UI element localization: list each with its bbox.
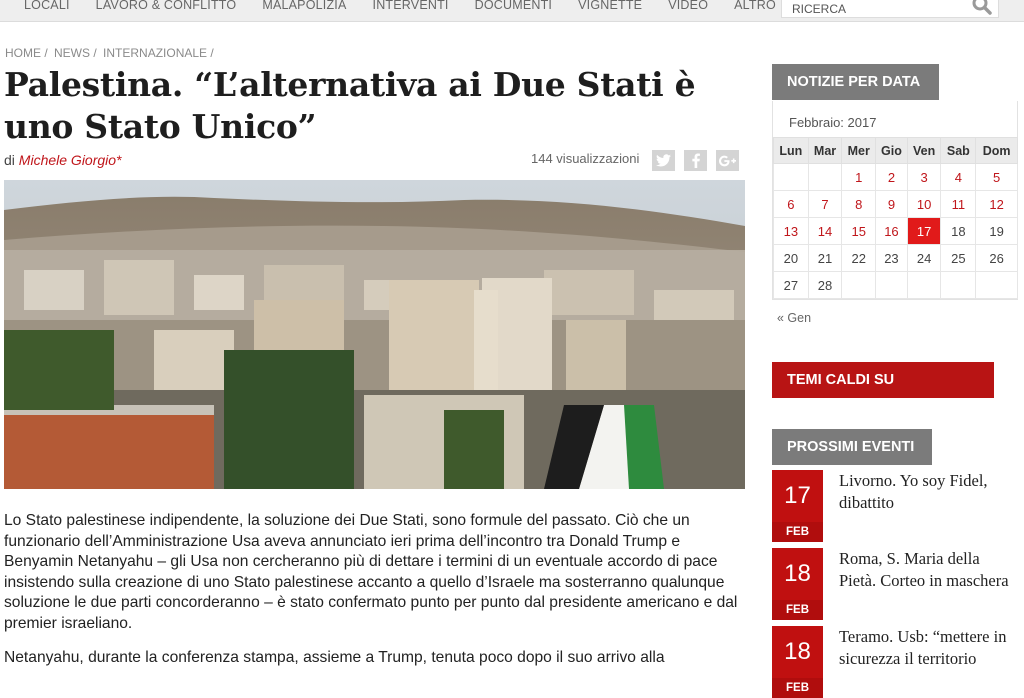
calendar-day-link[interactable]: 15	[842, 218, 876, 245]
sidebar-header-prossimi-eventi: PROSSIMI EVENTI	[772, 429, 932, 465]
calendar-day-today[interactable]: 17	[907, 218, 941, 245]
nav-item-lavoro-conflitto[interactable]: LAVORO & CONFLITTO	[95, 0, 237, 12]
calendar-empty-cell	[876, 272, 908, 299]
calendar-widget	[772, 101, 1018, 300]
event-day: 17	[784, 482, 811, 509]
googleplus-share-button[interactable]	[716, 150, 739, 171]
view-count: 144 visualizzazioni	[531, 151, 640, 166]
article-photo	[4, 180, 745, 489]
event-month: FEB	[772, 678, 823, 698]
event-date-badge	[772, 626, 823, 698]
article-body	[4, 511, 745, 683]
event-title-link[interactable]: Roma, S. Maria della Pietà. Corteo in maschera	[839, 549, 1009, 590]
calendar-days	[774, 164, 1018, 299]
calendar-day: 21	[808, 245, 842, 272]
calendar-empty-cell	[907, 272, 941, 299]
byline-prefix: di	[4, 152, 15, 168]
calendar-day-link[interactable]: 2	[876, 164, 908, 191]
event-month: FEB	[772, 522, 823, 542]
calendar-week-row	[774, 218, 1018, 245]
calendar-weekday: Mer	[842, 138, 876, 164]
calendar-empty-cell	[774, 164, 809, 191]
calendar-weekday: Ven	[907, 138, 941, 164]
nav-item-video[interactable]: VIDEO	[668, 0, 709, 12]
calendar-day-link[interactable]: 7	[808, 191, 842, 218]
sidebar-header-notizie-per-data: NOTIZIE PER DATA	[772, 64, 939, 100]
breadcrumb	[5, 46, 217, 60]
author-link[interactable]: Michele Giorgio*	[18, 152, 122, 168]
top-navigation	[0, 0, 1024, 22]
calendar-day-link[interactable]: 16	[876, 218, 908, 245]
byline	[4, 152, 122, 168]
calendar-day: 24	[907, 245, 941, 272]
twitter-icon	[656, 154, 671, 167]
calendar-week-row	[774, 191, 1018, 218]
search-icon[interactable]	[972, 0, 992, 15]
search-box	[781, 0, 999, 18]
nav-menu	[0, 0, 789, 22]
calendar-day-link[interactable]: 6	[774, 191, 809, 218]
calendar-caption: Febbraio: 2017	[789, 115, 877, 130]
calendar-day-link[interactable]: 13	[774, 218, 809, 245]
googleplus-icon	[719, 154, 736, 168]
calendar-weekday: Gio	[876, 138, 908, 164]
event-title-link[interactable]: Teramo. Usb: “mettere in sicurezza il territorio	[839, 627, 1007, 668]
calendar-day: 18	[941, 218, 976, 245]
calendar-day-link[interactable]: 3	[907, 164, 941, 191]
event-month: FEB	[772, 600, 823, 620]
event-title-link[interactable]: Livorno. Yo soy Fidel, dibattito	[839, 471, 988, 512]
calendar-weekday: Mar	[808, 138, 842, 164]
calendar-day: 28	[808, 272, 842, 299]
calendar-weekday: Dom	[976, 138, 1018, 164]
facebook-icon	[691, 153, 701, 168]
calendar-empty-cell	[842, 272, 876, 299]
calendar-day-link[interactable]: 9	[876, 191, 908, 218]
calendar-day: 26	[976, 245, 1018, 272]
nav-item-malapolizia[interactable]: MALAPOLIZIA	[262, 0, 347, 12]
calendar-day-link[interactable]: 5	[976, 164, 1018, 191]
calendar-week-row	[774, 164, 1018, 191]
calendar-day-link[interactable]: 4	[941, 164, 976, 191]
calendar-day-link[interactable]: 8	[842, 191, 876, 218]
calendar-empty-cell	[976, 272, 1018, 299]
calendar-day: 25	[941, 245, 976, 272]
twitter-share-button[interactable]	[652, 150, 675, 171]
calendar-empty-cell	[941, 272, 976, 299]
article-paragraph: Netanyahu, durante la conferenza stampa, assieme a Trump, tenuta poco dopo il suo arrivo alla	[4, 649, 665, 666]
nav-item-altro[interactable]: ALTRO	[734, 0, 776, 12]
calendar-weekday-row	[774, 138, 1018, 164]
event-day: 18	[784, 638, 811, 665]
calendar-day: 27	[774, 272, 809, 299]
calendar-week-row	[774, 272, 1018, 299]
calendar-day-link[interactable]: 12	[976, 191, 1018, 218]
nav-item-interventi[interactable]: INTERVENTI	[372, 0, 449, 12]
calendar-table	[773, 137, 1018, 299]
calendar-day: 22	[842, 245, 876, 272]
calendar-day-link[interactable]: 1	[842, 164, 876, 191]
calendar-weekday: Sab	[941, 138, 976, 164]
calendar-day-link[interactable]: 10	[907, 191, 941, 218]
calendar-day-link[interactable]: 14	[808, 218, 842, 245]
nav-item-vignette[interactable]: VIGNETTE	[578, 0, 643, 12]
sidebar-header-temi-caldi-facebook[interactable]: TEMI CALDI SU FACEBOOK	[772, 362, 994, 398]
event-date-badge	[772, 470, 823, 542]
breadcrumb-home[interactable]: HOME /	[5, 46, 48, 60]
calendar-empty-cell	[808, 164, 842, 191]
article-paragraph: Lo Stato palestinese indipendente, la soluzione dei Due Stati, sono formule del passato. Ciò che un funzionario dell’Amministrazione Usa aveva annunciato ieri prima dell’incontro tra Donald Trump e Benyamin Netanyahu – gli Usa non cercheranno più di dettare i termini di un eventuale accordo di pace insistendo sulla creazione di uno Stato palestinese accanto a quello d’Israele ma sosterranno qualunque soluzione le due parti concorderanno – è stato confermato punto per punto dal presidente americano e dal premier israeliano.	[4, 512, 738, 632]
event-day: 18	[784, 560, 811, 587]
calendar-weekday: Lun	[774, 138, 809, 164]
calendar-day-link[interactable]: 11	[941, 191, 976, 218]
nav-item-documenti[interactable]: DOCUMENTI	[474, 0, 553, 12]
search-input[interactable]	[782, 2, 962, 16]
calendar-prev-month-link[interactable]: « Gen	[777, 311, 812, 325]
breadcrumb-internazionale[interactable]: INTERNAZIONALE /	[103, 46, 214, 60]
breadcrumb-news[interactable]: NEWS /	[54, 46, 97, 60]
calendar-day: 23	[876, 245, 908, 272]
nav-item-locali[interactable]: LOCALI	[24, 0, 70, 12]
calendar-week-row	[774, 245, 1018, 272]
calendar-day: 19	[976, 218, 1018, 245]
article-title: Palestina. “L’alternativa ai Due Stati è uno Stato Unico”	[4, 65, 696, 146]
facebook-share-button[interactable]	[684, 150, 707, 171]
calendar-day: 20	[774, 245, 809, 272]
event-date-badge	[772, 548, 823, 620]
